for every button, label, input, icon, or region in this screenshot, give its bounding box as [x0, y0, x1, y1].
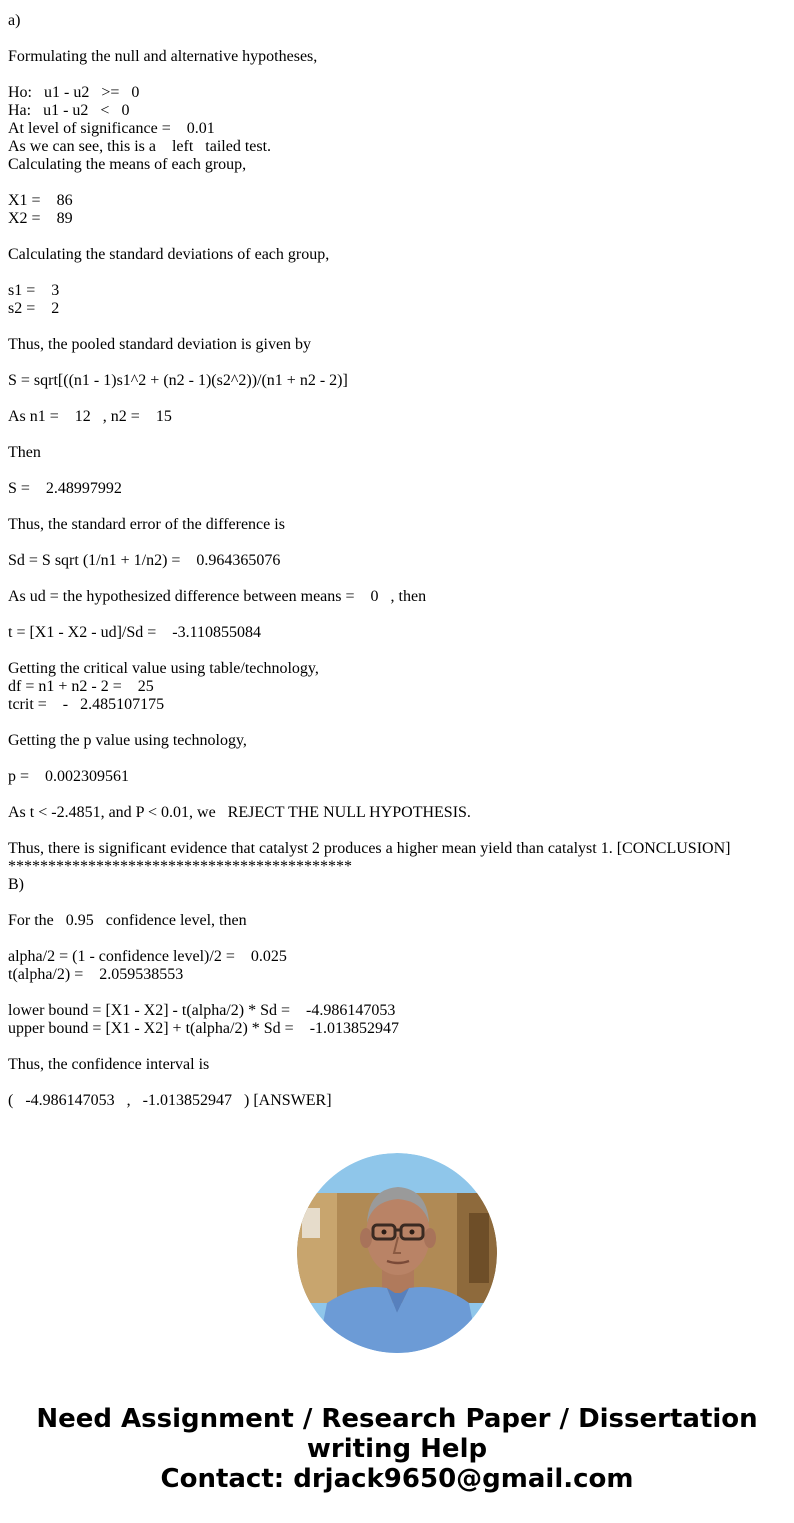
text-line: Sd = S sqrt (1/n1 + 1/n2) = 0.964365076 [8, 552, 281, 569]
text-line: t(alpha/2) = 2.059538553 [8, 966, 184, 983]
text-line: At level of significance = 0.01 [8, 120, 215, 137]
text-line: Getting the critical value using table/technology, [8, 660, 319, 677]
footer-line-1: Need Assignment / Research Paper / Dissertation [36, 1404, 758, 1434]
text-line: s2 = 2 [8, 300, 60, 317]
text-line: Calculating the standard deviations of each group, [8, 246, 330, 263]
text-line: Getting the p value using technology, [8, 732, 247, 749]
footer-line-2: writing Help [306, 1434, 488, 1464]
text-line: t = [X1 - X2 - ud]/Sd = -3.110855084 [8, 624, 261, 641]
blank-line [8, 750, 788, 768]
blank-line [8, 462, 788, 480]
text-line: s1 = 3 [8, 282, 60, 299]
author-avatar [297, 1153, 497, 1353]
blank-line [8, 264, 788, 282]
blank-line [8, 930, 788, 948]
text-line: S = sqrt[((n1 - 1)s1^2 + (n2 - 1)(s2^2))/(n1 + n2 - 2)] [8, 372, 348, 389]
blank-line [8, 1038, 788, 1056]
contact-footer [0, 1404, 794, 1494]
text-line: alpha/2 = (1 - confidence level)/2 = 0.025 [8, 948, 287, 965]
blank-line [8, 498, 788, 516]
text-line: B) [8, 876, 24, 893]
blank-line [8, 714, 788, 732]
blank-line [8, 534, 788, 552]
text-line: Formulating the null and alternative hypotheses, [8, 48, 318, 65]
text-line: Ha: u1 - u2 < 0 [8, 102, 130, 119]
text-line: upper bound = [X1 - X2] + t(alpha/2) * Sd = -1.013852947 [8, 1020, 400, 1037]
text-line: Calculating the means of each group, [8, 156, 247, 173]
text-line: lower bound = [X1 - X2] - t(alpha/2) * Sd = -4.986147053 [8, 1002, 396, 1019]
text-line: ******************************************* [8, 858, 352, 875]
blank-line [8, 174, 788, 192]
text-line: Thus, the pooled standard deviation is given by [8, 336, 312, 353]
blank-line [8, 642, 788, 660]
blank-line [8, 426, 788, 444]
text-line: As t < -2.4851, and P < 0.01, we REJECT THE NULL HYPOTHESIS. [8, 804, 471, 821]
solution-text [8, 12, 788, 1110]
blank-line [8, 894, 788, 912]
text-line: S = 2.48997992 [8, 480, 122, 497]
blank-line [8, 1074, 788, 1092]
blank-line [8, 984, 788, 1002]
blank-line [8, 390, 788, 408]
blank-line [8, 318, 788, 336]
text-line: As ud = the hypothesized difference between means = 0 , then [8, 588, 427, 605]
text-line: tcrit = - 2.485107175 [8, 696, 165, 713]
text-line: Ho: u1 - u2 >= 0 [8, 84, 140, 101]
text-line: Thus, there is significant evidence that catalyst 2 produces a higher mean yield than catalyst 1. [CONCLUSION] [8, 840, 731, 857]
blank-line [8, 228, 788, 246]
text-line: a) [8, 12, 21, 29]
blank-line [8, 570, 788, 588]
text-line: For the 0.95 confidence level, then [8, 912, 247, 929]
person-photo-icon [297, 1153, 497, 1353]
blank-line [8, 786, 788, 804]
text-line: Then [8, 444, 41, 461]
text-line: As we can see, this is a left tailed test. [8, 138, 272, 155]
blank-line [8, 66, 788, 84]
text-line: As n1 = 12 , n2 = 15 [8, 408, 172, 425]
text-line: ( -4.986147053 , -1.013852947 ) [ANSWER] [8, 1092, 332, 1109]
footer-contact-line: Contact: drjack9650@gmail.com [160, 1464, 634, 1494]
text-line: Thus, the standard error of the difference is [8, 516, 285, 533]
blank-line [8, 606, 788, 624]
blank-line [8, 30, 788, 48]
text-line: df = n1 + n2 - 2 = 25 [8, 678, 154, 695]
blank-line [8, 354, 788, 372]
text-line: X1 = 86 [8, 192, 73, 209]
blank-line [8, 822, 788, 840]
text-line: p = 0.002309561 [8, 768, 130, 785]
text-line: X2 = 89 [8, 210, 73, 227]
text-line: Thus, the confidence interval is [8, 1056, 210, 1073]
